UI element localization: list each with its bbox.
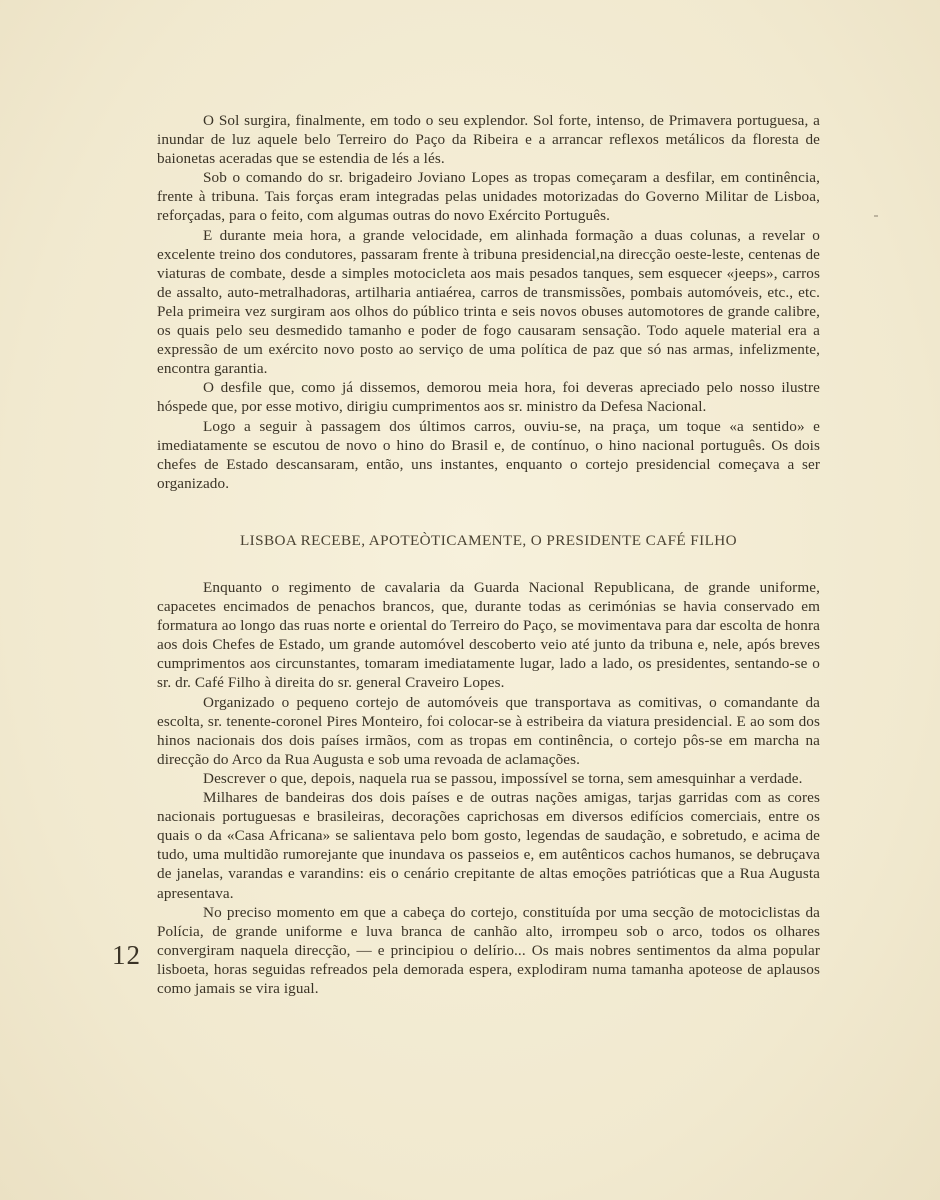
section-1-text [157, 111, 820, 493]
section-2-text [157, 578, 820, 998]
paragraph: Sob o comando do sr. brigadeiro Joviano Lopes as tropas começaram a desfilar, em continência, frente à tribuna. Tais forças eram integradas pelas unidades motorizadas do Governo Militar de Lisboa, reforçadas, para o feito, com algumas outras do novo Exército Português. [157, 169, 820, 225]
paper-speck [874, 215, 878, 217]
section-heading: LISBOA RECEBE, APOTEÒTICAMENTE, O PRESIDENTE CAFÉ FILHO [239, 532, 738, 549]
paragraph: Enquanto o regimento de cavalaria da Guarda Nacional Republicana, de grande uniforme, capacetes encimados de penachos brancos, que, durante todas as cerimónias se havia conservado em formatura ao longo das ruas norte e oriental do Terreiro do Paço, se movimentava para dar escolta de honra aos dois Chefes de Estado, um grande automóvel descoberto veio até junto da tribuna e, nele, após breves cumprimentos aos circunstantes, tomaram imediatamente lugar, lado a lado, os presidentes, sentando-se o sr. dr. Café Filho à direita do sr. general Craveiro Lopes. [157, 579, 820, 692]
paragraph: Logo a seguir à passagem dos últimos carros, ouviu-se, na praça, um toque «a sentido» e imediatamente se escutou de novo o hino do Brasil e, de contínuo, o hino nacional português. Os dois chefes de Estado descansaram, então, uns instantes, enquanto o cortejo presidencial começava a ser organizado. [157, 417, 820, 492]
page-number: 12 [112, 940, 141, 970]
paragraph: E durante meia hora, a grande velocidade, em alinhada formação a duas colunas, a revelar o excelente treino dos condutores, passaram frente à tribuna presidencial,na direcção oeste-leste, centenas de viaturas de combate, desde a simples motocicleta aos mais pesados tanques, sem esquecer «jeeps», carros de assalto, auto-metralhadoras, artilharia antiaérea, carros de transmissões, pombais automóveis, etc., etc. Pela primeira vez surgiram aos olhos do público trinta e seis novos obuses automotores de grande calibre, os quais pelo seu desmedido tamanho e poder de fogo causaram sensação. Todo aquele material era a expressão de um exército novo posto ao serviço de uma política de paz que só nas armas, infelizmente, encontra garantia. [157, 226, 820, 378]
paragraph: O Sol surgira, finalmente, em todo o seu explendor. Sol forte, intenso, de Primavera portuguesa, a inundar de luz aquele belo Terreiro do Paço da Ribeira e a arrancar reflexos metálicos da floresta de baionetas aceradas que se estendia de lés a lés. [157, 112, 820, 168]
paragraph: Descrever o que, depois, naquela rua se passou, impossível se torna, sem amesquinhar a verdade. [203, 769, 803, 787]
paragraph: Organizado o pequeno cortejo de automóveis que transportava as comitivas, o comandante da escolta, sr. tenente-coronel Pires Monteiro, foi colocar-se à estribeira da viatura presidencial. E ao som dos hinos nacionais dos dois países irmãos, com as tropas em continência, o cortejo pôs-se em marcha na direcção do Arco da Rua Augusta e sob uma revoada de aclamações. [157, 693, 820, 768]
paragraph: O desfile que, como já dissemos, demorou meia hora, foi deveras apreciado pelo nosso ilustre hóspede que, por esse motivo, dirigiu cumprimentos aos sr. ministro da Defesa Nacional. [157, 379, 820, 416]
paragraph: Milhares de bandeiras dos dois países e de outras nações amigas, tarjas garridas com as cores nacionais portuguesas e brasileiras, decorações caprichosas em diversos edifícios comerciais, entre os quais o da «Casa Africana» se salientava pelo bom gosto, legendas de saudação, e sobretudo, e acima de tudo, uma multidão rumorejante que inundava os passeios e, em autênticos cachos humanos, se debruçava de janelas, varandas e varandins: eis o cenário crepitante de altas emoções patrióticas que a Rua Augusta apresentava. [157, 789, 820, 902]
paragraph: No preciso momento em que a cabeça do cortejo, constituída por uma secção de motociclistas da Polícia, de grande uniforme e luva branca de canhão alto, irrompeu sob o arco, todos os olhares convergiram naquela direcção, — e principiou o delírio... Os mais nobres sentimentos da alma popular lisboeta, horas seguidas refreados pela demorada espera, explodiram numa tamanha apoteose de aplausos como jamais se vira igual. [157, 903, 820, 997]
